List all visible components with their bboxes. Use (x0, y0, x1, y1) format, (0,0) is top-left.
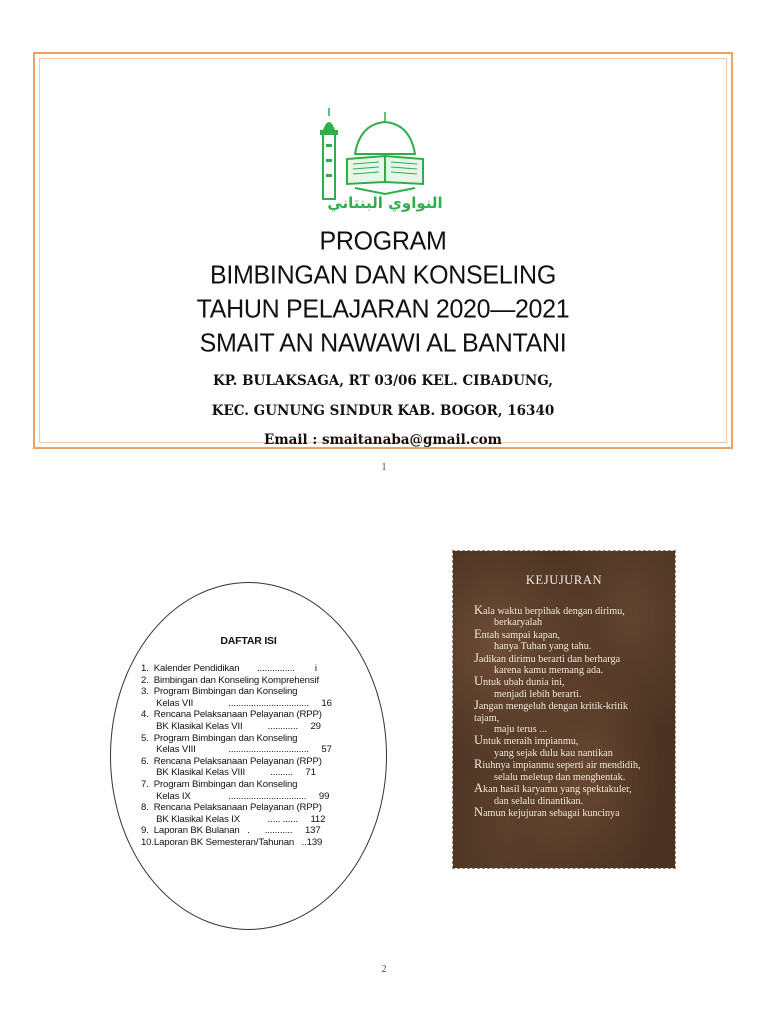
poem-line-text: yang sejak dulu kau nantikan (494, 747, 613, 759)
logo-book (347, 156, 423, 194)
toc-line: 2. Bimbingan dan Konseling Komprehensif (141, 674, 319, 686)
poem-card (453, 551, 675, 868)
title-program: PROGRAM (319, 226, 447, 256)
toc-title: DAFTAR ISI (220, 635, 277, 647)
poem-line (474, 626, 670, 641)
poem-line (474, 700, 670, 712)
poem-line-text: menjadi lebih berarti. (494, 688, 582, 700)
poem-drop-letter: N (474, 804, 484, 819)
toc-line: 10.Laporan BK Semesteran/Tahunan ..139 (141, 836, 323, 848)
toc-line: 3. Program Bimbingan dan Konseling (141, 686, 298, 698)
poem-line-text: dan selalu dinantikan. (494, 795, 584, 807)
cover-page (33, 52, 733, 449)
poem-line-text: kan hasil karyamu yang spektakuler, (483, 784, 632, 796)
toc-line: 6. Rencana Pelaksanaan Pelayanan (RPP) (141, 755, 322, 767)
poem-line (474, 772, 670, 783)
poem-drop-letter: A (474, 781, 484, 796)
poem-line (474, 676, 670, 688)
title-tahun: TAHUN PELAJARAN 2020—2021 (196, 294, 570, 324)
poem-line (474, 735, 670, 747)
address-line-1: KP. BULAKSAGA, RT 03/06 KEL. CIBADUNG, (213, 373, 553, 389)
toc-line: 4. Rencana Pelaksanaan Pelayanan (RPP) (141, 709, 322, 721)
poem-line-text: iuhnya impianmu seperti air mendidih, (482, 760, 641, 772)
toc-list (141, 663, 371, 849)
logo-arabic-text: النواوي البنتاني (327, 194, 443, 212)
poem-line-text: karena kamu memang ada. (494, 665, 604, 677)
page-number-2: 2 (381, 964, 387, 975)
poem-drop-letter: R (474, 757, 483, 772)
poem-line-text: ntah sampai kapan, (481, 629, 561, 641)
poem-line (474, 605, 670, 617)
poem-line-text: selalu meletup dan menghentak. (494, 771, 626, 783)
poem-drop-letter: U (474, 733, 484, 748)
toc-line: 5. Program Bimbingan dan Konseling (141, 732, 298, 744)
poem-drop-letter: J (474, 698, 479, 713)
poem-line-text: amun kejujuran sebagai kuncinya (483, 807, 620, 819)
toc-line: 9. Laporan BK Bulanan . ........... 137 (141, 825, 321, 837)
poem-line-text: ntuk meraih impianmu, (483, 736, 579, 748)
title-school: SMAIT AN NAWAWI AL BANTANI (199, 328, 567, 358)
poem-line-text: maju terus ... (494, 724, 547, 736)
poem-line-text: tajam, (474, 712, 500, 724)
poem-line (474, 713, 670, 724)
poem-line (474, 796, 670, 807)
page-number-1: 1 (381, 462, 387, 473)
poem-line (474, 650, 670, 665)
poem-line (474, 617, 670, 628)
poem-line-text: berkaryalah (494, 617, 543, 629)
poem-line (474, 665, 670, 676)
poem-line-text: adikan dirimu berarti dan berharga (478, 653, 621, 665)
poem-line-text: angan mengeluh dengan kritik-kritik (478, 701, 628, 713)
toc-line: 1. Kalender Pendidikan ............... i (141, 663, 317, 674)
poem-line-text: ntuk ubah dunia ini, (483, 677, 565, 689)
logo-dome (355, 122, 415, 154)
poem-drop-letter: E (474, 626, 482, 641)
poem-line-text: ala waktu berpihak dengan dirimu, (483, 606, 625, 617)
poem-line (474, 759, 670, 771)
toc-line: BK Klasikal Kelas IX ..... ...... 112 (141, 813, 326, 825)
poem-line-text: hanya Tuhan yang tahu. (494, 641, 592, 653)
poem-line (474, 783, 670, 795)
poem-drop-letter: K (474, 603, 484, 617)
poem-line (474, 748, 670, 759)
toc-line: Kelas IX ............................... 99 (141, 790, 330, 802)
poem-line (474, 804, 670, 819)
toc-line: Kelas VII ................................ 16 (141, 697, 332, 709)
toc-line: Kelas VIII ................................ 57 (141, 744, 332, 756)
poem-body (474, 605, 670, 819)
poem-line (474, 641, 670, 652)
school-logo (315, 104, 455, 214)
toc-line: BK Klasikal Kelas VII ............ 29 (141, 720, 321, 732)
email-line: Email : smaitanaba@gmail.com (264, 432, 502, 448)
poem-drop-letter: U (474, 674, 484, 689)
poem-line (474, 724, 670, 735)
toc-line: 8. Rencana Pelaksanaan Pelayanan (RPP) (141, 802, 322, 814)
poem-title: KEJUJURAN (525, 573, 603, 587)
poem-line (474, 689, 670, 700)
title-bimbingan: BIMBINGAN DAN KONSELING (210, 260, 556, 290)
toc-ellipse (110, 582, 387, 930)
logo-minaret (320, 108, 338, 199)
toc-line: BK Klasikal Kelas VIII ......... 71 (141, 767, 316, 779)
poem-drop-letter: J (474, 650, 479, 665)
toc-line: 7. Program Bimbingan dan Konseling (141, 778, 298, 790)
address-line-2: KEC. GUNUNG SINDUR KAB. BOGOR, 16340 (211, 403, 555, 419)
